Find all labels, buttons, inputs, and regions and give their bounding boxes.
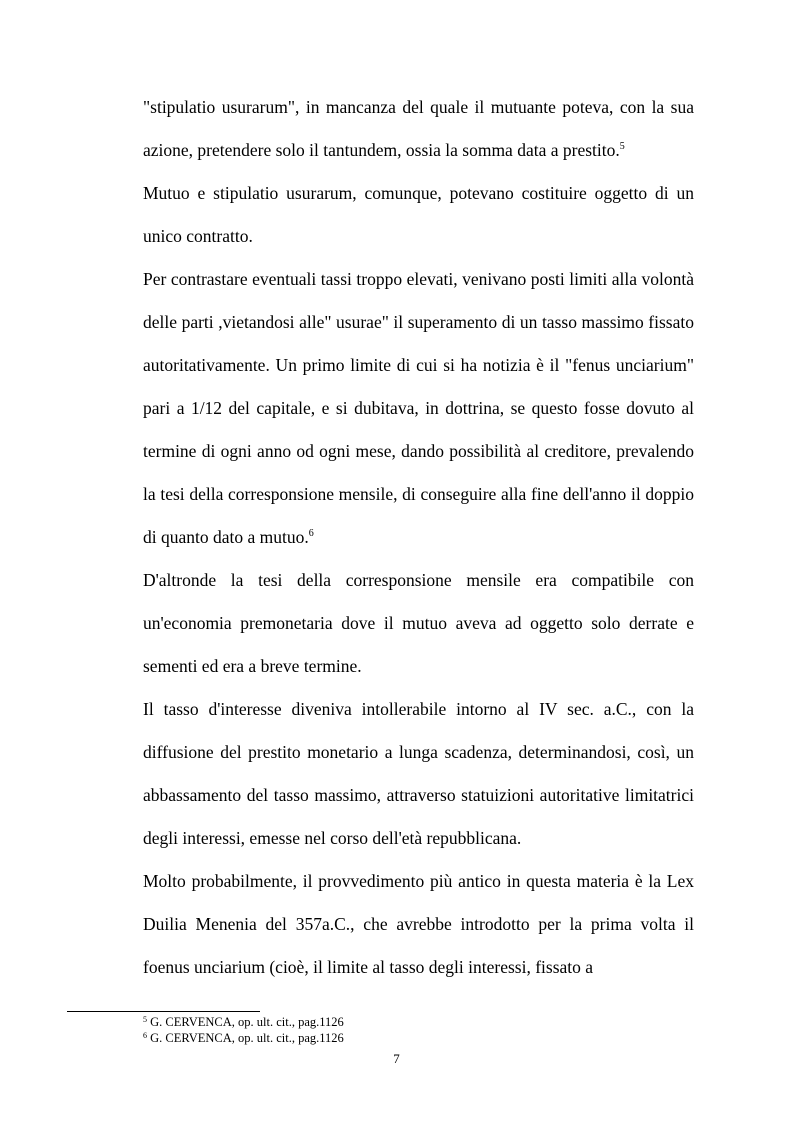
footnotes [143,1014,694,1046]
footnote-text: G. CERVENCA, op. ult. cit., pag.1126 [150,1031,344,1045]
paragraph-mutuo [143,172,694,258]
page-number: 7 [393,1051,400,1066]
paragraph-text: Il tasso d'interesse diveniva intollerabile intorno al IV sec. a.C., con la diffusione del prestito monetario a lunga scadenza, determinandosi, così, un abbassamento del tasso massimo, attraverso statuizioni autoritative limitatrici degli interessi, emesse nel corso dell'età repubblicana. [143,699,694,848]
paragraph-text: D'altronde la tesi della corresponsione mensile era compatibile con un'economia premonetaria dove il mutuo aveva ad oggetto solo derrate e sementi ed era a breve termine. [143,570,694,676]
footnote-reference: 6 [308,528,314,539]
footnote-mark: 6 [143,1031,147,1040]
body-text [143,86,694,989]
paragraph-corresponsione [143,559,694,688]
paragraph-tasso-interesse [143,688,694,860]
footnote-reference: 5 [619,141,625,152]
footnote-text: G. CERVENCA, op. ult. cit., pag.1126 [150,1015,344,1029]
footnote-5 [143,1014,694,1030]
paragraph-tassi-elevati [143,258,694,559]
footnote-separator [67,1011,260,1012]
paragraph-stipulatio [143,86,694,172]
paragraph-text: Mutuo e stipulatio usurarum, comunque, potevano costituire oggetto di un unico contratto. [143,183,694,246]
paragraph-text: Molto probabilmente, il provvedimento più antico in questa materia è la Lex Duilia Menenia del 357a.C., che avrebbe introdotto per la prima volta il foenus unciarium (cioè, il limite al tasso degli interessi, fissato a [143,871,694,977]
paragraph-text: "stipulatio usurarum", in mancanza del quale il mutuante poteva, con la sua azione, pretendere solo il tantundem, ossia la somma data a prestito. [143,97,694,160]
paragraph-lex-duilia [143,860,694,989]
footnote-mark: 5 [143,1015,147,1024]
footnote-6 [143,1030,694,1046]
paragraph-text: Per contrastare eventuali tassi troppo elevati, venivano posti limiti alla volontà delle parti ,vietandosi alle" usurae" il superamento di un tasso massimo fissato autoritativamente. Un primo limite di cui si ha notizia è il "fenus unciarium" pari a 1/12 del capitale, e si dubitava, in dottrina, se questo fosse dovuto al termine di ogni anno od ogni mese, dando possibilità al creditore, prevalendo la tesi della corresponsione mensile, di conseguire alla fine dell'anno il doppio di quanto dato a mutuo. [143,269,694,547]
